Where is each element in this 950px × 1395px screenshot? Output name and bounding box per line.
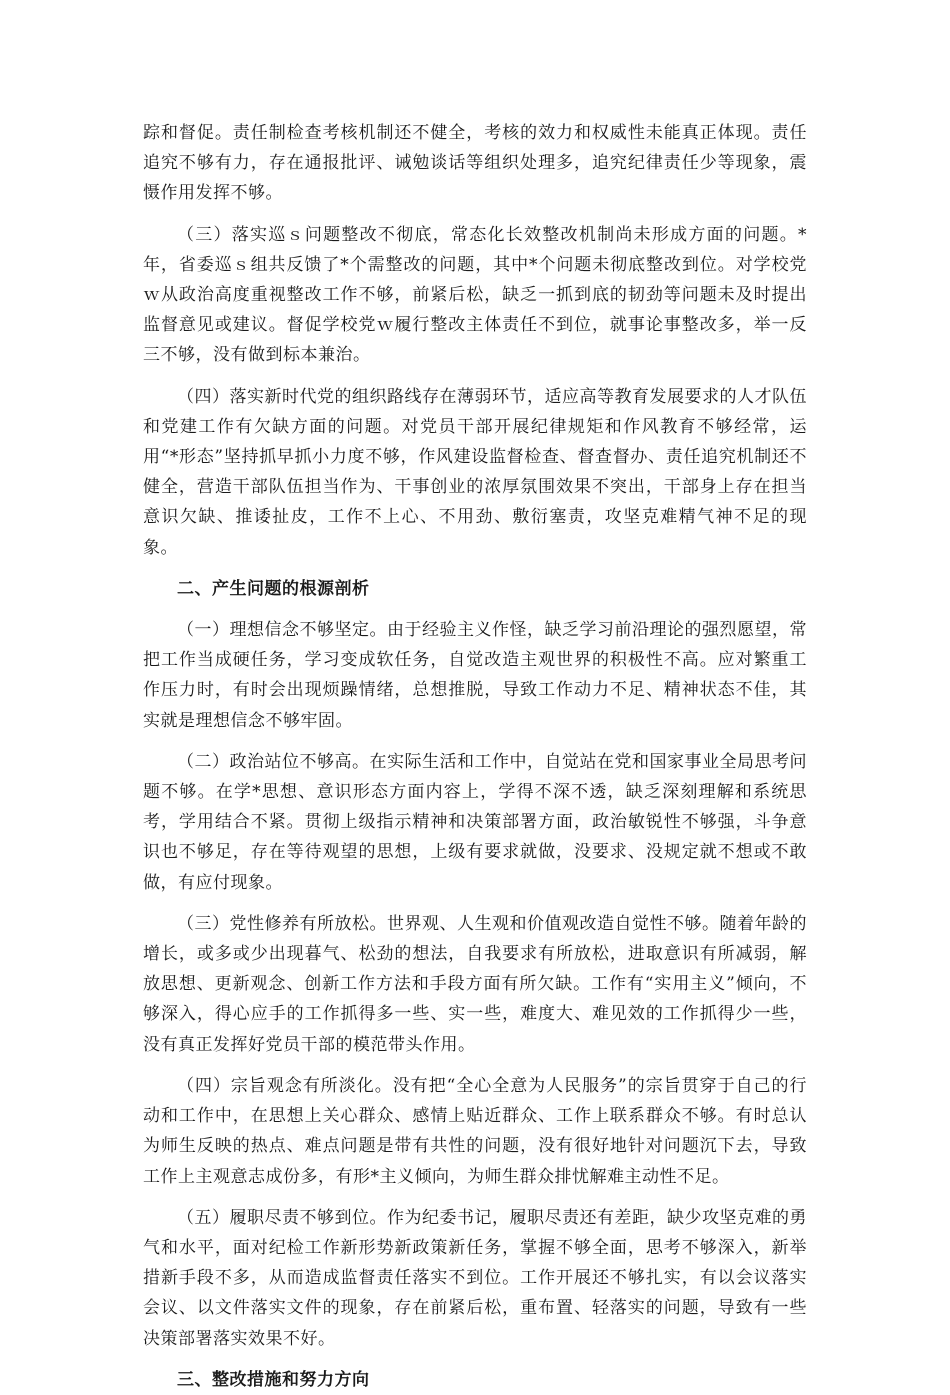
- paragraph-ideals-belief: （一）理想信念不够坚定。由于经验主义作怪，缺乏学习前沿理论的强烈愿望，常把工作当成硬任务，学习变成软任务，自觉改造主观世界的积极性不高。应对繁重工作压力时，有时会出现烦躁情绪，总想推脱，导致工作动力不足、精神状态不佳，其实就是理想信念不够牢固。: [143, 620, 807, 731]
- paragraph-organization-line: （四）落实新时代党的组织路线存在薄弱环节，适应高等教育发展要求的人才队伍和党建工作有欠缺方面的问题。对党员干部开展纪律规矩和作风教育不够经常，运用“*形态”坚持抓早抓小力度不够，作风建设监督检查、督查督办、责任追究机制还不健全，营造干部队伍担当作为、干事创业的浓厚氛围效果不突出，干部身上存在担当意识欠缺、推诿扯皮，工作不上心、不用劲、敷衍塞责，攻坚克难精气神不足的现象。: [143, 386, 807, 558]
- paragraph-continuation: 踪和督促。责任制检查考核机制还不健全，考核的效力和权威性未能真正体现。责任追究不够有力，存在通报批评、诫勉谈话等组织处理多，追究纪律责任少等现象，震慑作用发挥不够。: [143, 123, 807, 204]
- section-heading-rectification-measures: 三、整改措施和努力方向: [177, 1369, 370, 1390]
- paragraph-inspection-rectification: （三）落实巡ｓ问题整改不彻底，常态化长效整改机制尚未形成方面的问题。*年，省委巡ｓ组共反馈了*个需整改的问题，其中*个问题未彻底整改到位。对学校党ｗ从政治高度重视整改工作不够，前紧后松，缺乏一抓到底的韧劲等问题未及时提出监督意见或建议。督促学校党ｗ履行整改主体责任不到位，就事论事整改多，举一反三不够，没有做到标本兼治。: [143, 224, 807, 366]
- paragraph-party-spirit: （三）党性修养有所放松。世界观、人生观和价值观改造自觉性不够。随着年龄的增长，或多或少出现暮气、松劲的想法，自我要求有所放松，进取意识有所减弱，解放思想、更新观念、创新工作方法和手段方面有所欠缺。工作有“实用主义”倾向，不够深入，得心应手的工作抓得多一些、实一些，难度大、难见效的工作抓得少一些，没有真正发挥好党员干部的模范带头作用。: [143, 913, 807, 1055]
- document-page: [143, 118, 807, 1395]
- section-heading-root-causes: 二、产生问题的根源剖析: [177, 578, 370, 599]
- paragraph-political-stance: （二）政治站位不够高。在实际生活和工作中，自觉站在党和国家事业全局思考问题不够。在学*思想、意识形态方面内容上，学得不深不透，缺乏深刻理解和系统思考，学用结合不紧。贯彻上级指示精神和决策部署方面，政治敏锐性不够强，斗争意识也不够足，存在等待观望的思想，上级有要求就做，没要求、没规定就不想或不敢做，有应付现象。: [143, 751, 807, 893]
- paragraph-purpose-concept: （四）宗旨观念有所淡化。没有把“全心全意为人民服务”的宗旨贯穿于自己的行动和工作中，在思想上关心群众、感情上贴近群众、工作上联系群众不够。有时总认为师生反映的热点、难点问题是带有共性的问题，没有很好地针对问题沉下去，导致工作上主观意志成份多，有形*主义倾向，为师生群众排忧解难主动性不足。: [143, 1075, 807, 1187]
- paragraph-duty-performance: （五）履职尽责不够到位。作为纪委书记，履职尽责还有差距，缺少攻坚克难的勇气和水平，面对纪检工作新形势新政策新任务，掌握不够全面，思考不够深入，新举措新手段不多，从而造成监督责任落实不到位。工作开展还不够扎实，有以会议落实会议、以文件落实文件的现象，存在前紧后松，重布置、轻落实的问题，导致有一些决策部署落实效果不好。: [143, 1207, 807, 1349]
